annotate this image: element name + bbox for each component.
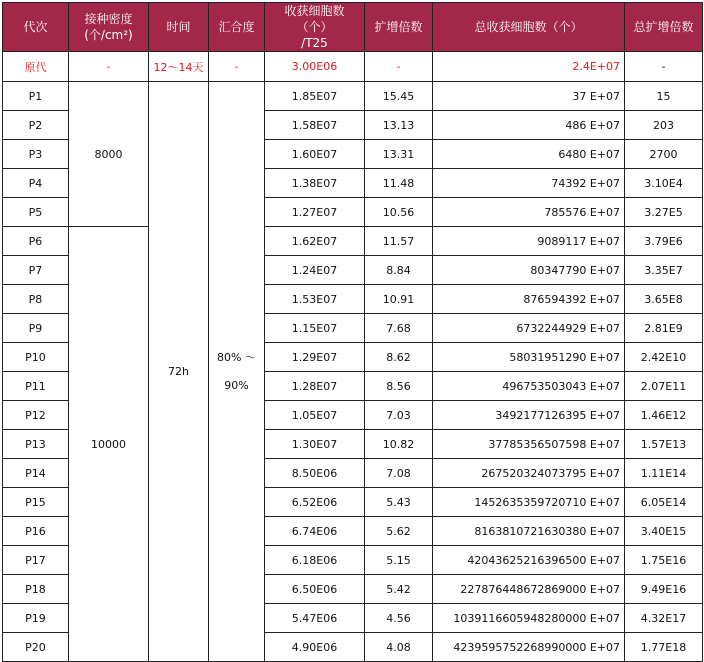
expansion-cell: 10.91 bbox=[365, 285, 433, 314]
harvest-cell: 1.05E07 bbox=[265, 401, 365, 430]
total-harvest-cell: 227876448672869000 E+07 bbox=[433, 575, 625, 604]
harvest-cell: 1.29E07 bbox=[265, 343, 365, 372]
confluence-range-end: 90% bbox=[224, 378, 249, 392]
generation-cell: P19 bbox=[3, 604, 69, 633]
origin-expansion: - bbox=[365, 52, 433, 82]
total-expansion-cell: 1.46E12 bbox=[625, 401, 703, 430]
total-harvest-cell: 37785356507598 E+07 bbox=[433, 430, 625, 459]
expansion-cell: 8.56 bbox=[365, 372, 433, 401]
generation-cell: P2 bbox=[3, 111, 69, 140]
header-total-harvest: 总收获细胞数（个） bbox=[433, 3, 625, 52]
header-time: 时间 bbox=[149, 3, 209, 52]
harvest-cell: 1.28E07 bbox=[265, 372, 365, 401]
confluence-range-start: 80% ～ bbox=[217, 350, 256, 364]
total-harvest-cell: 1452635359720710 E+07 bbox=[433, 488, 625, 517]
total-expansion-cell: 3.27E5 bbox=[625, 198, 703, 227]
total-expansion-cell: 1.11E14 bbox=[625, 459, 703, 488]
total-expansion-cell: 2.81E9 bbox=[625, 314, 703, 343]
total-harvest-cell: 4239595752268990000 E+07 bbox=[433, 633, 625, 662]
total-expansion-cell: 15 bbox=[625, 82, 703, 111]
harvest-cell: 1.60E07 bbox=[265, 140, 365, 169]
harvest-cell: 1.30E07 bbox=[265, 430, 365, 459]
density-cell: 8000 bbox=[69, 82, 149, 227]
expansion-cell: 7.68 bbox=[365, 314, 433, 343]
total-harvest-cell: 1039116605948280000 E+07 bbox=[433, 604, 625, 633]
header-total-expansion: 总扩增倍数 bbox=[625, 3, 703, 52]
generation-cell: P11 bbox=[3, 372, 69, 401]
harvest-cell: 1.62E07 bbox=[265, 227, 365, 256]
total-harvest-cell: 486 E+07 bbox=[433, 111, 625, 140]
cell-expansion-table bbox=[2, 2, 703, 662]
generation-cell: P12 bbox=[3, 401, 69, 430]
generation-cell: P4 bbox=[3, 169, 69, 198]
total-expansion-cell: 2700 bbox=[625, 140, 703, 169]
harvest-cell: 1.53E07 bbox=[265, 285, 365, 314]
total-harvest-cell: 876594392 E+07 bbox=[433, 285, 625, 314]
total-harvest-cell: 74392 E+07 bbox=[433, 169, 625, 198]
expansion-cell: 7.03 bbox=[365, 401, 433, 430]
confluence-cell bbox=[209, 82, 265, 662]
harvest-cell: 6.74E06 bbox=[265, 517, 365, 546]
harvest-cell: 6.18E06 bbox=[265, 546, 365, 575]
generation-cell: P13 bbox=[3, 430, 69, 459]
harvest-cell: 6.50E06 bbox=[265, 575, 365, 604]
expansion-cell: 13.31 bbox=[365, 140, 433, 169]
total-harvest-cell: 42043625216396500 E+07 bbox=[433, 546, 625, 575]
origin-confluence: - bbox=[209, 52, 265, 82]
harvest-cell: 1.24E07 bbox=[265, 256, 365, 285]
header-expansion: 扩增倍数 bbox=[365, 3, 433, 52]
header-harvest-label: 收获细胞数（个） bbox=[284, 4, 345, 34]
total-harvest-cell: 58031951290 E+07 bbox=[433, 343, 625, 372]
expansion-cell: 5.43 bbox=[365, 488, 433, 517]
generation-cell: P14 bbox=[3, 459, 69, 488]
header-harvest bbox=[265, 3, 365, 52]
expansion-cell: 5.42 bbox=[365, 575, 433, 604]
generation-cell: P5 bbox=[3, 198, 69, 227]
total-expansion-cell: 3.79E6 bbox=[625, 227, 703, 256]
header-confluence: 汇合度 bbox=[209, 3, 265, 52]
expansion-cell: 4.56 bbox=[365, 604, 433, 633]
total-expansion-cell: 4.32E17 bbox=[625, 604, 703, 633]
expansion-cell: 8.62 bbox=[365, 343, 433, 372]
header-harvest-unit: /T25 bbox=[301, 36, 328, 50]
expansion-cell: 5.62 bbox=[365, 517, 433, 546]
expansion-cell: 11.48 bbox=[365, 169, 433, 198]
generation-cell: P15 bbox=[3, 488, 69, 517]
header-density bbox=[69, 3, 149, 52]
generation-cell: P10 bbox=[3, 343, 69, 372]
expansion-cell: 7.08 bbox=[365, 459, 433, 488]
header-row bbox=[3, 3, 703, 52]
generation-cell: P9 bbox=[3, 314, 69, 343]
generation-cell: P3 bbox=[3, 140, 69, 169]
total-harvest-cell: 8163810721630380 E+07 bbox=[433, 517, 625, 546]
origin-density: - bbox=[69, 52, 149, 82]
harvest-cell: 1.15E07 bbox=[265, 314, 365, 343]
harvest-cell: 5.47E06 bbox=[265, 604, 365, 633]
total-harvest-cell: 37 E+07 bbox=[433, 82, 625, 111]
harvest-cell: 8.50E06 bbox=[265, 459, 365, 488]
total-harvest-cell: 80347790 E+07 bbox=[433, 256, 625, 285]
header-generation: 代次 bbox=[3, 3, 69, 52]
total-expansion-cell: 2.07E11 bbox=[625, 372, 703, 401]
harvest-cell: 1.58E07 bbox=[265, 111, 365, 140]
total-expansion-cell: 203 bbox=[625, 111, 703, 140]
origin-total-expansion: - bbox=[625, 52, 703, 82]
table-row bbox=[3, 227, 703, 256]
expansion-cell: 15.45 bbox=[365, 82, 433, 111]
generation-cell: P6 bbox=[3, 227, 69, 256]
harvest-cell: 1.38E07 bbox=[265, 169, 365, 198]
total-harvest-cell: 9089117 E+07 bbox=[433, 227, 625, 256]
harvest-cell: 1.85E07 bbox=[265, 82, 365, 111]
time-cell: 72h bbox=[149, 82, 209, 662]
expansion-cell: 5.15 bbox=[365, 546, 433, 575]
total-expansion-cell: 3.40E15 bbox=[625, 517, 703, 546]
total-expansion-cell: 1.77E18 bbox=[625, 633, 703, 662]
harvest-cell: 1.27E07 bbox=[265, 198, 365, 227]
origin-harvest: 3.00E06 bbox=[265, 52, 365, 82]
generation-cell: P1 bbox=[3, 82, 69, 111]
total-harvest-cell: 6732244929 E+07 bbox=[433, 314, 625, 343]
harvest-cell: 4.90E06 bbox=[265, 633, 365, 662]
expansion-cell: 4.08 bbox=[365, 633, 433, 662]
total-expansion-cell: 3.35E7 bbox=[625, 256, 703, 285]
generation-cell: P20 bbox=[3, 633, 69, 662]
generation-cell: P8 bbox=[3, 285, 69, 314]
origin-time: 12～14天 bbox=[149, 52, 209, 82]
origin-total-harvest: 2.4E+07 bbox=[433, 52, 625, 82]
total-harvest-cell: 3492177126395 E+07 bbox=[433, 401, 625, 430]
total-harvest-cell: 6480 E+07 bbox=[433, 140, 625, 169]
expansion-cell: 10.82 bbox=[365, 430, 433, 459]
generation-cell: P16 bbox=[3, 517, 69, 546]
total-expansion-cell: 1.57E13 bbox=[625, 430, 703, 459]
origin-row bbox=[3, 52, 703, 82]
density-cell: 10000 bbox=[69, 227, 149, 662]
origin-generation: 原代 bbox=[3, 52, 69, 82]
expansion-cell: 13.13 bbox=[365, 111, 433, 140]
header-density-label: 接种密度 bbox=[84, 12, 133, 26]
total-expansion-cell: 3.65E8 bbox=[625, 285, 703, 314]
total-harvest-cell: 785576 E+07 bbox=[433, 198, 625, 227]
total-expansion-cell: 1.75E16 bbox=[625, 546, 703, 575]
total-expansion-cell: 3.10E4 bbox=[625, 169, 703, 198]
total-harvest-cell: 496753503043 E+07 bbox=[433, 372, 625, 401]
header-density-unit: (个/cm²) bbox=[84, 28, 133, 42]
expansion-cell: 8.84 bbox=[365, 256, 433, 285]
total-expansion-cell: 6.05E14 bbox=[625, 488, 703, 517]
generation-cell: P17 bbox=[3, 546, 69, 575]
generation-cell: P7 bbox=[3, 256, 69, 285]
generation-cell: P18 bbox=[3, 575, 69, 604]
total-harvest-cell: 267520324073795 E+07 bbox=[433, 459, 625, 488]
table-row bbox=[3, 82, 703, 111]
total-expansion-cell: 9.49E16 bbox=[625, 575, 703, 604]
total-expansion-cell: 2.42E10 bbox=[625, 343, 703, 372]
expansion-cell: 11.57 bbox=[365, 227, 433, 256]
harvest-cell: 6.52E06 bbox=[265, 488, 365, 517]
expansion-cell: 10.56 bbox=[365, 198, 433, 227]
